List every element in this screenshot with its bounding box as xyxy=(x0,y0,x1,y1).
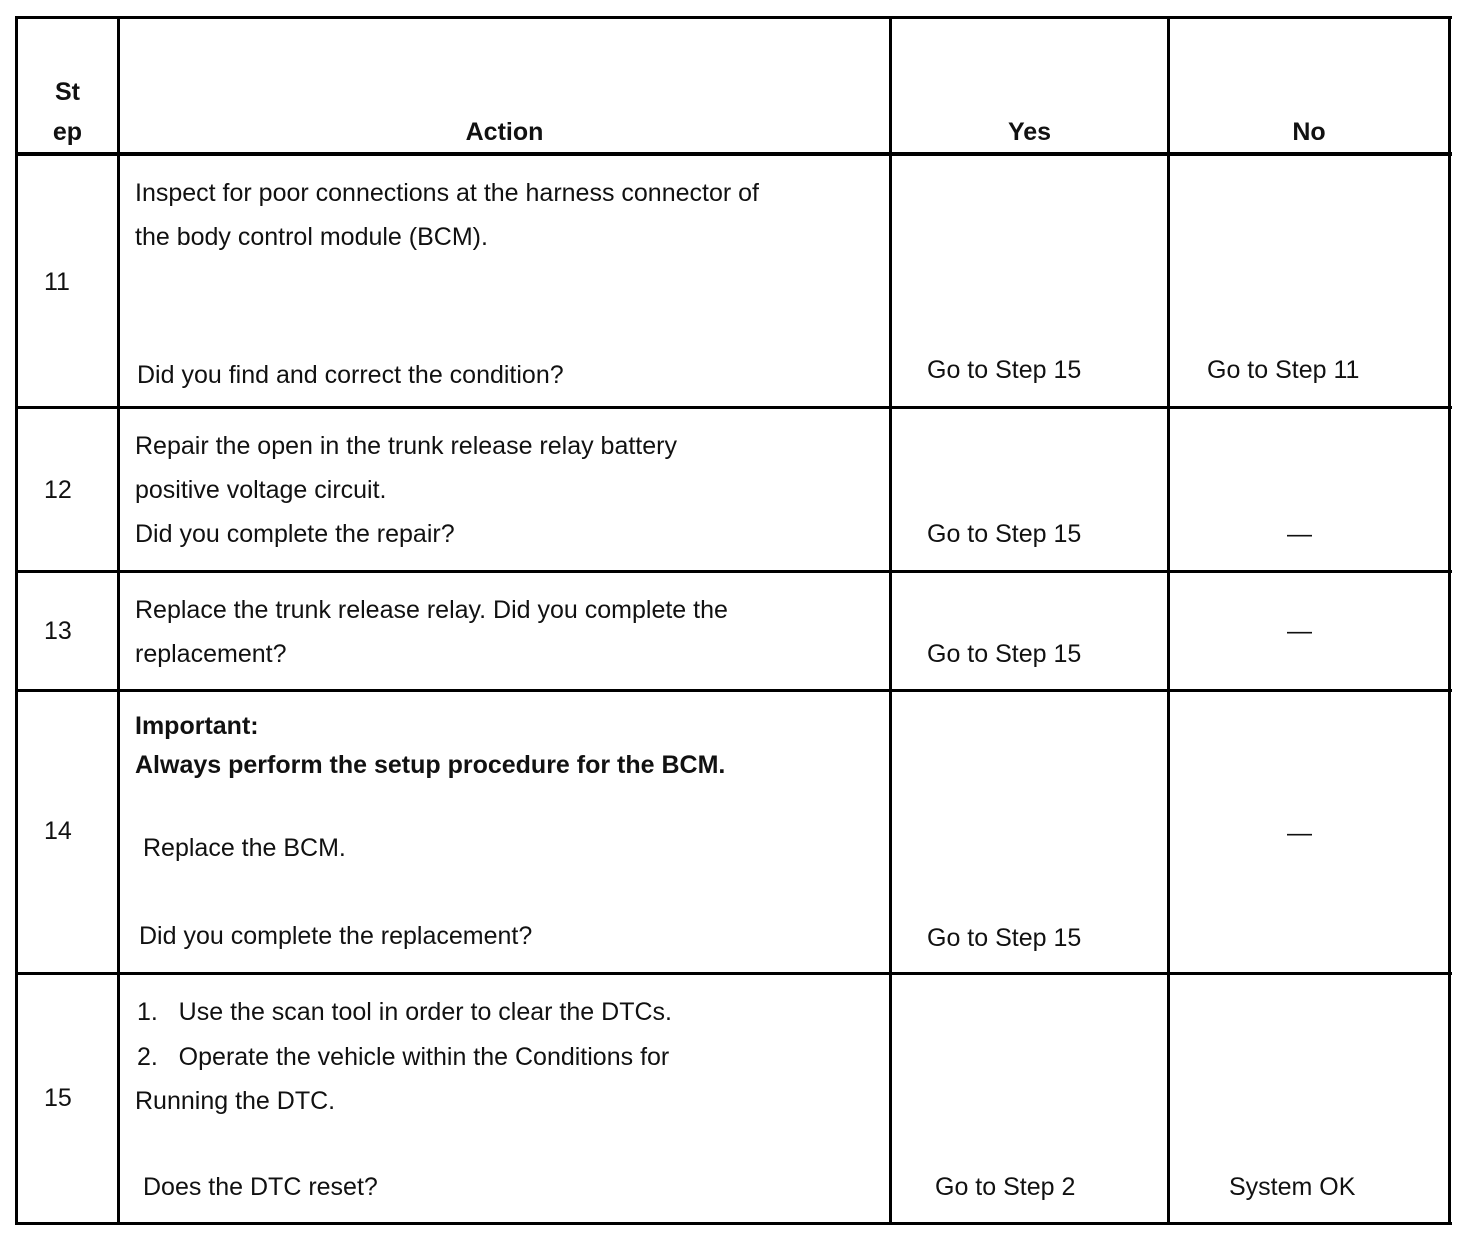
table-border-bottom xyxy=(15,1222,1452,1225)
header-action: Action xyxy=(465,118,544,146)
step-number: 11 xyxy=(44,268,70,296)
step-number: 15 xyxy=(44,1084,72,1112)
step-number: 14 xyxy=(44,817,72,845)
row-divider xyxy=(15,570,1452,573)
table-border-right xyxy=(1448,16,1451,1225)
action-question: Does the DTC reset? xyxy=(143,1173,378,1201)
action-question: Did you complete the repair? xyxy=(135,520,455,548)
row-divider xyxy=(15,972,1452,975)
no-result: Go to Step 11 xyxy=(1207,356,1360,384)
no-result: — xyxy=(1287,819,1312,847)
action-text: Repair the open in the trunk release relay battery xyxy=(135,432,677,460)
step-number: 13 xyxy=(44,617,72,645)
no-result: — xyxy=(1287,520,1312,548)
important-label: Important: xyxy=(135,712,259,740)
action-text: the body control module (BCM). xyxy=(135,223,488,251)
important-text: Always perform the setup procedure for the BCM. xyxy=(135,751,726,779)
table-border-left xyxy=(15,16,18,1225)
row-divider xyxy=(15,406,1452,409)
action-text: Inspect for poor connections at the harness connector of xyxy=(135,179,759,207)
header-no: No xyxy=(1292,118,1326,146)
yes-result: Go to Step 15 xyxy=(927,356,1082,384)
action-question: Did you find and correct the condition? xyxy=(137,361,564,389)
action-list-item: 2. Operate the vehicle within the Conditions for xyxy=(137,1043,670,1071)
yes-result: Go to Step 15 xyxy=(927,640,1082,668)
action-list-item: 1. Use the scan tool in order to clear the DTCs. xyxy=(137,998,672,1026)
step-number: 12 xyxy=(44,476,72,504)
header-step: St ep xyxy=(52,78,83,146)
header-divider xyxy=(15,152,1452,156)
action-text: Replace the BCM. xyxy=(143,834,346,862)
no-result: System OK xyxy=(1229,1173,1356,1201)
column-divider xyxy=(1167,16,1170,1225)
yes-result: Go to Step 2 xyxy=(935,1173,1076,1201)
no-result: — xyxy=(1287,617,1312,645)
column-divider xyxy=(889,16,892,1225)
action-question: Did you complete the replacement? xyxy=(139,922,533,950)
yes-result: Go to Step 15 xyxy=(927,520,1082,548)
yes-result: Go to Step 15 xyxy=(927,924,1082,952)
column-divider xyxy=(117,16,120,1225)
table-border-top xyxy=(15,16,1452,19)
row-divider xyxy=(15,689,1452,692)
header-yes: Yes xyxy=(1007,118,1052,146)
action-text: Running the DTC. xyxy=(135,1087,336,1115)
action-text: replacement? xyxy=(135,640,287,668)
action-text: Replace the trunk release relay. Did you complete the xyxy=(135,596,728,624)
action-text: positive voltage circuit. xyxy=(135,476,387,504)
